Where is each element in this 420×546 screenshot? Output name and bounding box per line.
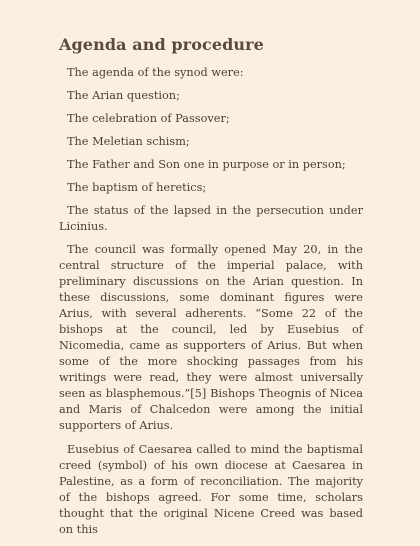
article-body bbox=[59, 34, 363, 546]
section-heading: Agenda and procedure bbox=[59, 35, 264, 54]
agenda-item: The Father and Son one in purpose or in person; bbox=[67, 158, 346, 171]
agenda-item: The status of the lapsed in the persecution under Licinius. bbox=[59, 204, 363, 233]
agenda-intro: The agenda of the synod were: bbox=[67, 66, 244, 79]
body-paragraph: The council was formally opened May 20, in the central structure of the imperial palace, with preliminary discussions on the Arian question. In these discussions, some dominant figures were Arius, with several adherents. “Some 22 of the bishops at the council, led by Eusebius of Nicomedia, came as supporters of Arius. But when some of the more shocking passages from his writings were read, they were almost universally seen as blasphemous.”[5] Bishops Theognis of Nicea and Maris of Chalcedon were among the initial supporters of Arius. bbox=[59, 243, 363, 432]
agenda-item: The Arian question; bbox=[67, 89, 180, 102]
agenda-item: The baptism of heretics; bbox=[67, 181, 207, 194]
agenda-item: The celebration of Passover; bbox=[67, 112, 230, 125]
body-paragraph: Eusebius of Caesarea called to mind the baptismal creed (symbol) of his own diocese at Caesarea in Palestine, as a form of reconciliation. The majority of the bishops agreed. For some time, scholars thought that the original Nicene Creed was based on this bbox=[59, 443, 363, 536]
agenda-item: The Meletian schism; bbox=[67, 135, 190, 148]
